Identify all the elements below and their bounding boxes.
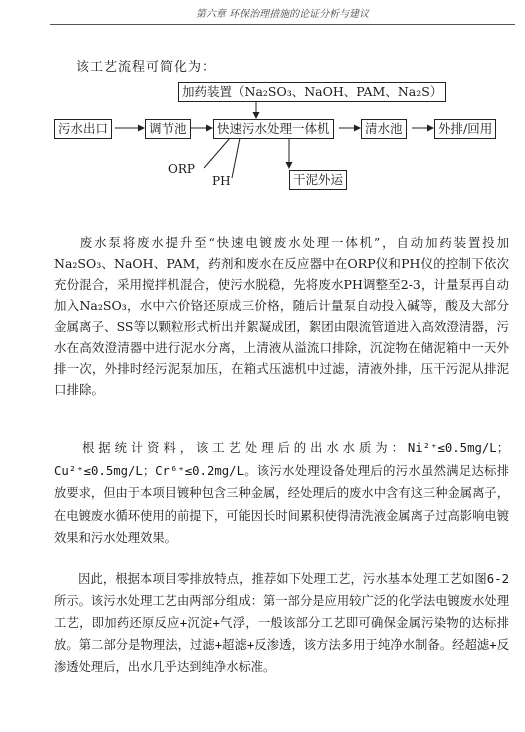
intro-text: 该工艺流程可简化为：: [76, 60, 217, 75]
ph-label: PH: [212, 174, 231, 188]
paragraph-recommendation: [54, 568, 509, 678]
process-flow-diagram: [0, 0, 525, 200]
paragraph-water-quality-text: 根据统计资料，该工艺处理后的出水水质为：Ni²⁺≤0.5mg/L；Cu²⁺≤0.5mg/L；Cr⁶⁺≤0.2mg/L。该污水处理设备处理后的污水虽然满足达标排放要求，但由于本项目镀种包含三种金属，经处理后的废水中含有这三种金属离子，在电镀废水循环使用的前提下，可能因长时间累积使得清洗液金属离子过高影响电镀效果和污水处理效果。: [54, 441, 509, 545]
dosing-box: 加药装置（Na₂SO₃、NaOH、PAM、Na₂S）: [178, 82, 446, 102]
paragraph-recommendation-text: 因此，根据本项目零排放特点，推荐如下处理工艺，污水基本处理工艺如图6-2所示。该污水处理工艺由两部分组成：第一部分是应用较广泛的化学法电镀废水处理工艺，即加药还原反应+沉淀+气浮，一般该部分工艺即可确保金属污染物的达标排放。第二部分是物理法，过滤+超滤+反渗透，该方法多用于纯净水制备。经超滤+反渗透处理后，出水几乎达到纯净水标准。: [54, 572, 509, 674]
paragraph-water-quality: [54, 437, 509, 550]
paragraph-process: [54, 232, 509, 400]
page-header: 第六章 环保治理措施的论证分析与建议: [50, 6, 515, 25]
adjust-tank-box: 调节池: [145, 119, 191, 139]
outlet-box: 污水出口: [54, 119, 112, 139]
paragraph-process-text: 废水泵将废水提升至“快速电镀废水处理一体机”，自动加药装置投加Na₂SO₃、NaOH、PAM，药剂和废水在反应器中在ORP仪和PH仪的控制下依次充份混合，采用搅拌机混合，使污水脱稳，先将废水PH调整至2-3，计量泵再自动加入Na₂SO₃，水中六价铬还原成三价格，随后计量泵自动投入碱等，酸及大部分金属离子、SS等以颗粒形式析出并絮凝成团，絮团由限流管道进入高效澄清器，污水在高效澄清器中进行泥水分离，上清液从溢流口排除，沉淀物在储泥箱中一天外排一次，外排时经污泥泵加压，在箱式压滤机中过滤，清液外排，压干污泥从排泥口排除。: [54, 235, 509, 397]
clear-water-box: 清水池: [361, 119, 407, 139]
treatment-unit-box: 快速污水处理一体机: [213, 119, 334, 139]
sludge-box: 干泥外运: [289, 170, 347, 190]
discharge-box: 外排/回用: [434, 119, 496, 139]
orp-label: ORP: [168, 162, 195, 176]
